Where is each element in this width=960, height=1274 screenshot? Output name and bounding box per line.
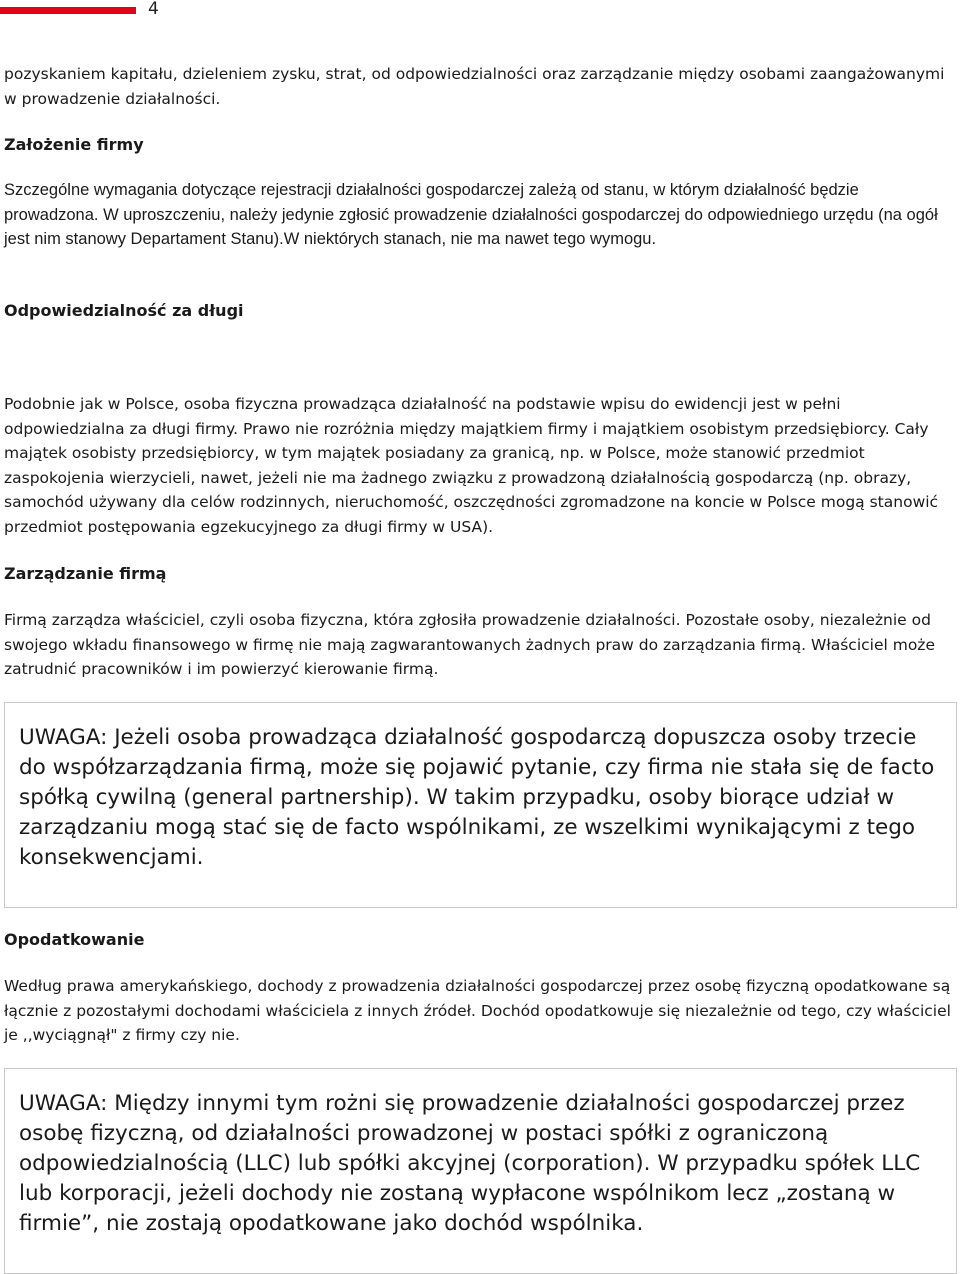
liability-text-block <box>4 392 952 539</box>
header-accent-bar <box>0 7 136 14</box>
note-box-llc <box>4 1068 957 1274</box>
note-llc-text: UWAGA: Między innymi tym rożni się prowadzenie działalności gospodarczej przez osobę fizyczną, od działalności prowadzonej w postaci spółki z ograniczoną odpowiedzialnością (LLC) lub spółki akcyjnej (corporation). W przypadku spółek LLC lub korporacji, jeżeli dochody nie zostaną wypłacone wspólnikom lecz „zostaną w firmie”, nie zostają opodatkowane jako dochód wspólnika. <box>19 1091 921 1236</box>
liability-paragraph: Podobnie jak w Polsce, osoba fizyczna prowadząca działalność na podstawie wpisu do ewidencji jest w pełni odpowiedzialna za długi firmy. Prawo nie rozróżnia między majątkiem firmy i majątkiem osobistym przedsiębiorcy. Cały majątek osobisty przedsiębiorcy, w tym majątek posiadany za granicą, np. w Polsce, może stanowić przedmiot zaspokojenia wierzycieli, nawet, jeżeli nie ma żadnego związku z prowadzoną działalnością gospodarczą (np. obrazy, samochód używany dla celów rodzinnych, nieruchomość, oszczędności zgromadzone na koncie w Polsce mogą stanowić przedmiot postępowania egzekucyjnego za długi firmy w USA). <box>4 395 939 536</box>
intro-continuation-block <box>4 62 952 111</box>
page-header <box>0 0 960 30</box>
founding-section <box>4 133 952 157</box>
taxation-heading: Opodatkowanie <box>4 930 145 949</box>
intro-continuation-paragraph: pozyskaniem kapitału, dzieleniem zysku, strat, od odpowiedzialności oraz zarządzanie między osobami zaangażowanymi w prowadzenie działalności. <box>4 65 945 108</box>
founding-text-part1: Szczególne wymagania dotyczące rejestracji działalności gospodarczej zależą od stanu, w którym działalność będzie prowadzona. <box>4 181 859 224</box>
management-text-block <box>4 608 952 682</box>
liability-section <box>4 299 952 323</box>
page-number: 4 <box>148 0 159 19</box>
taxation-paragraph: Według prawa amerykańskiego, dochody z prowadzenia działalności gospodarczej przez osobę fizyczną opodatkowane są łącznie z pozostałymi dochodami właściciela z innych źródeł. Dochód opodatkowuje się niezależnie od tego, czy właściciel je ,,wyciągnął" z firmy czy nie. <box>4 977 951 1044</box>
liability-heading: Odpowiedzialność za długi <box>4 301 244 320</box>
management-heading: Zarządzanie firmą <box>4 564 167 583</box>
management-paragraph: Firmą zarządza właściciel, czyli osoba fizyczna, która zgłosiła prowadzenie działalności. Pozostałe osoby, niezależnie od swojego wkładu finansowego w firmę nie mają zagwarantowanych żadnych praw do zarządzania firmą. Właściciel może zatrudnić pracowników i im powierzyć kierowanie firmą. <box>4 611 935 678</box>
note-box-partnership <box>4 702 957 908</box>
founding-text-block <box>4 178 952 252</box>
note-partnership-text: UWAGA: Jeżeli osoba prowadząca działalność gospodarczą dopuszcza osoby trzecie do współzarządzania firmą, może się pojawić pytanie, czy firma nie stała się de facto spółką cywilną (general partnership). W takim przypadku, osoby biorące udział w zarządzaniu mogą stać się de facto wspólnikami, ze wszelkimi wynikającymi z tego konsekwencjami. <box>19 725 935 870</box>
taxation-section <box>4 928 952 952</box>
founding-paragraph <box>4 178 952 252</box>
management-section <box>4 562 952 586</box>
taxation-text-block <box>4 974 952 1048</box>
founding-text-part2: W uproszczeniu, należy jedynie zgłosić prowadzenie działalności gospodarczej do odpowiedniego urzędu (na ogół jest nim stanowy Departament Stanu).W niektórych stanach, nie ma nawet tego wymogu. <box>4 205 938 248</box>
founding-heading: Założenie firmy <box>4 135 144 154</box>
